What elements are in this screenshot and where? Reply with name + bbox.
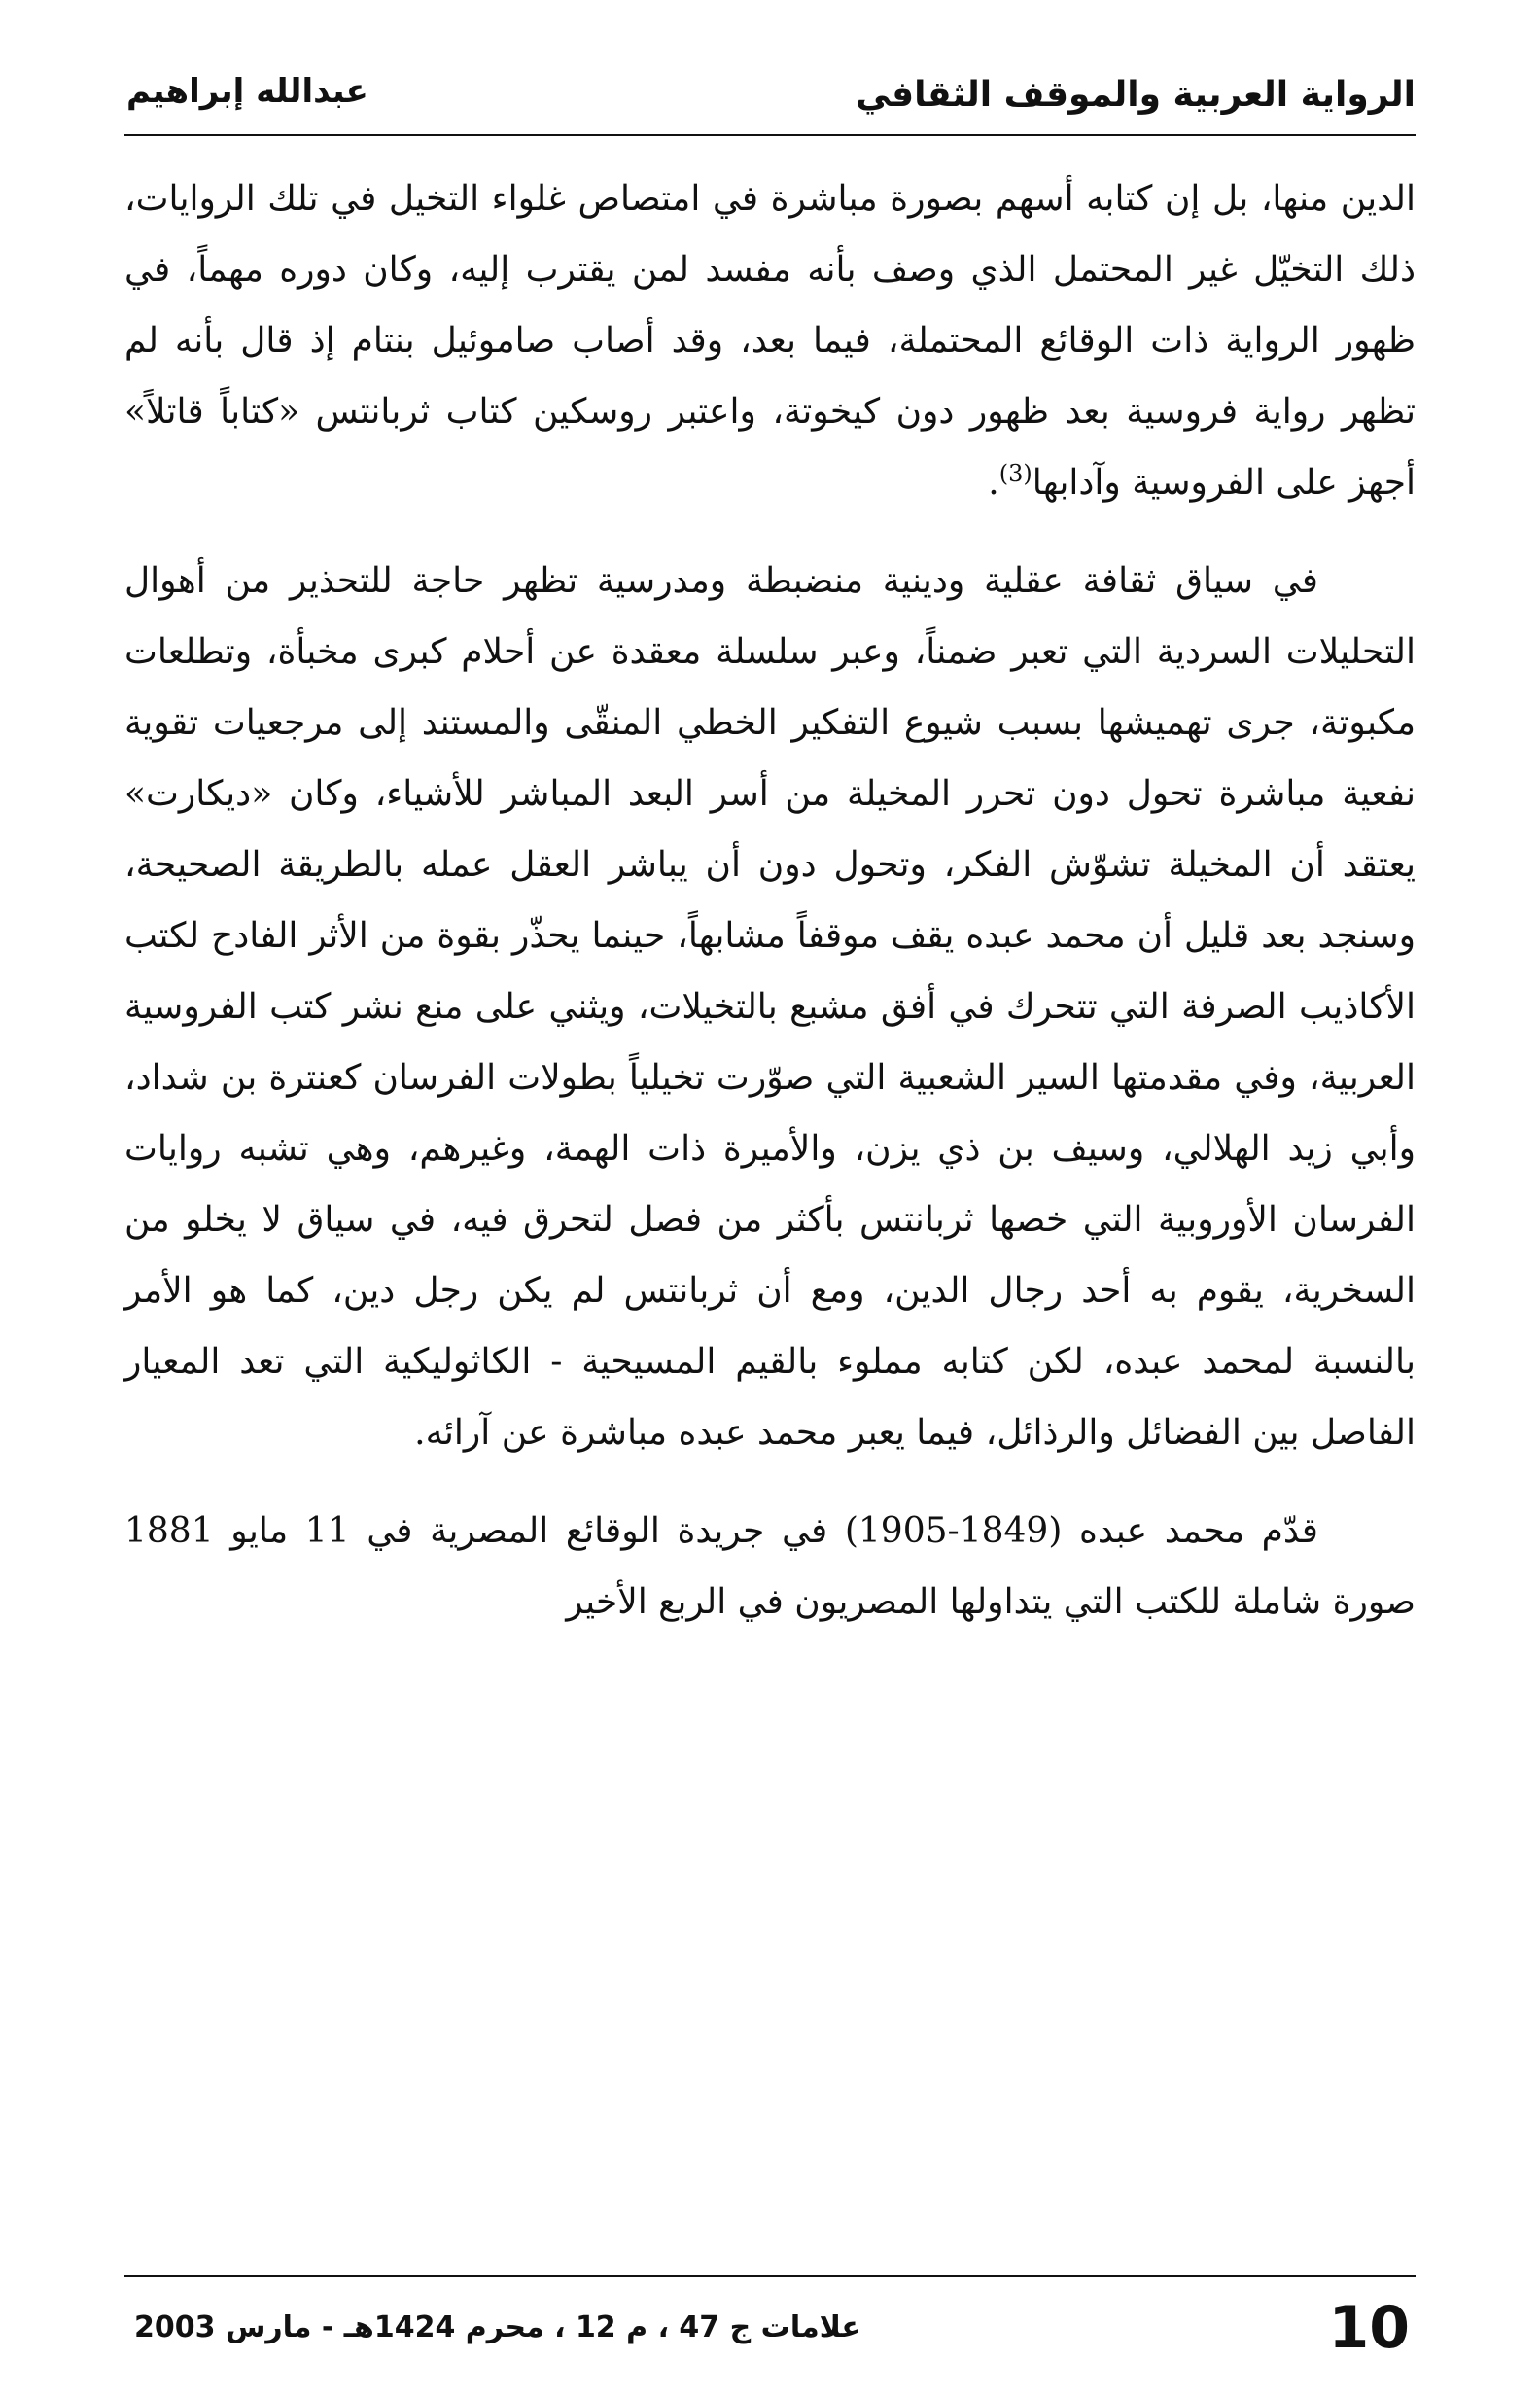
paragraph-3	[124, 1496, 1416, 1638]
paragraph-2	[124, 546, 1416, 1468]
body-text	[124, 163, 1416, 1638]
running-footer	[126, 2291, 1416, 2369]
journal-info: علامات ج 47 ، م 12 ، محرم 1424هـ - مارس 2003	[134, 2310, 861, 2344]
paragraph-1	[124, 163, 1416, 518]
header-rule	[124, 134, 1416, 136]
footer-rule	[124, 2275, 1416, 2277]
paragraph-3-text: قدّم محمد عبده (1849-1905) في جريدة الوقائع المصرية في 11 مايو 1881 صورة شاملة للكتب التي يتداولها المصريون في الربع الأخير	[124, 1511, 1416, 1622]
running-header	[126, 58, 1416, 136]
page-number: 10	[1328, 2294, 1410, 2362]
paragraph-2-text: في سياق ثقافة عقلية ودينية منضبطة ومدرسية تظهر حاجة للتحذير من أهوال التحليلات السردية التي تعبر ضمناً، وعبر سلسلة معقدة عن أحلام كبرى مخبأة، وتطلعات مكبوتة، جرى تهميشها بسبب شيوع التفكير الخطي المنقّى والمستند إلى مرجعيات تقوية نفعية مباشرة تحول دون تحرر المخيلة من أسر البعد المباشر للأشياء، وكان «ديكارت» يعتقد أن المخيلة تشوّش الفكر، وتحول دون أن يباشر العقل عمله بالطريقة الصحيحة، وسنجد بعد قليل أن محمد عبده يقف موقفاً مشابهاً، حينما يحذّر بقوة من الأثر الفادح لكتب الأكاذيب الصرفة التي تتحرك في أفق مشبع بالتخيلات، ويثني على منع نشر كتب الفروسية العربية، وفي مقدمتها السير الشعبية التي صوّرت تخيلياً بطولات الفرسان كعنترة بن شداد، وأبي زيد الهلالي، وسيف بن ذي يزن، والأميرة ذات الهمة، وغيرهم، وهي تشبه روايات الفرسان الأوروبية التي خصها ثربانتس بأكثر من فصل لتحرق فيه، في سياق لا يخلو من السخرية، يقوم به أحد رجال الدين، ومع أن ثربانتس لم يكن رجل دين، كما هو الأمر بالنسبة لمحمد عبده، لكن كتابه مملوء بالقيم المسيحية - الكاثوليكية التي تعد المعيار الفاصل بين الفضائل والرذائل، فيما يعبر محمد عبده مباشرة عن آرائه.	[124, 561, 1416, 1453]
header-title: الرواية العربية والموقف الثقافي	[856, 75, 1416, 115]
paragraph-1-end: .	[988, 463, 999, 503]
footnote-ref[interactable]: (3)	[998, 460, 1032, 487]
paragraph-1-text: الدين منها، بل إن كتابه أسهم بصورة مباشرة في امتصاص غلواء التخيل في تلك الروايات، ذلك التخيّل غير المحتمل الذي وصف بأنه مفسد لمن يقترب إليه، وكان دوره مهماً، في ظهور الرواية ذات الوقائع المحتملة، فيما بعد، وقد أصاب صاموئيل بنتام إذ قال بأنه لم تظهر رواية فروسية بعد ظهور دون كيخوتة، واعتبر روسكين كتاب ثربانتس «كتاباً قاتلاً» أجهز على الفروسية وآدابها	[124, 179, 1416, 503]
header-author: عبدالله إبراهيم	[126, 72, 368, 111]
